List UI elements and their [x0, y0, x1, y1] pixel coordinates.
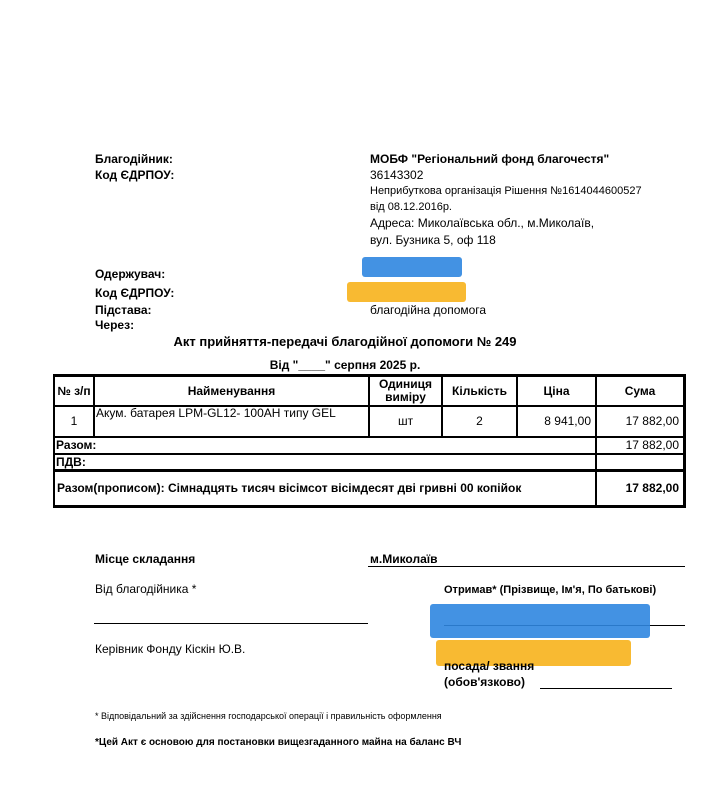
via-label: Через:: [95, 318, 135, 332]
from-donor-label: Від благодійника *: [95, 582, 197, 596]
vat-label: ПДВ:: [56, 454, 86, 469]
act-date: Від "____" серпня 2025 р.: [269, 358, 421, 372]
total-words-value: 17 882,00: [625, 481, 679, 495]
total-label: Разом:: [56, 438, 97, 452]
donor-label: Благодійник:: [95, 152, 173, 166]
received-label: Отримав* (Прізвище, Ім'я, По батькові): [444, 584, 657, 596]
table-row-sum: 17 882,00: [625, 414, 679, 428]
redaction-mark: [347, 282, 466, 302]
table-row-unit: шт: [397, 414, 414, 428]
mandatory-label: (обов'язково): [444, 675, 525, 689]
basis-value: благодійна допомога: [370, 303, 487, 317]
donor-registration-1: Неприбуткова організація Рішення №1614044600527: [370, 185, 642, 197]
fund-head: Керівник Фонду Кіскін Ю.В.: [95, 642, 246, 656]
recipient-label: Одержувач:: [95, 267, 166, 281]
donor-registration-2: від 08.12.2016р.: [370, 201, 452, 213]
header-unit: Одиниця виміру: [378, 377, 433, 404]
redaction-mark: [362, 257, 462, 277]
table-border: [53, 505, 686, 508]
header-price: Ціна: [543, 383, 570, 398]
header-num: № з/п: [57, 383, 91, 398]
table-row-price: 8 941,00: [544, 414, 591, 428]
donor-edrpou-label: Код ЄДРПОУ:: [95, 168, 175, 182]
table-row-qty: 2: [476, 414, 483, 428]
header-name: Найменування: [187, 383, 276, 398]
table-row-name: Акум. батарея LPM-GL12- 100AH типу GEL: [96, 406, 336, 420]
footnote-2: *Цей Акт є основою для постановки вищезгаданного майна на баланс ВЧ: [95, 737, 462, 748]
total-value: 17 882,00: [625, 438, 679, 452]
place-value: м.Миколаїв: [370, 552, 438, 566]
header-sum: Сума: [624, 383, 656, 398]
header-qty: Кількість: [452, 383, 507, 398]
basis-label: Підстава:: [95, 303, 152, 317]
donor-name: МОБФ "Регіональний фонд благочестя": [370, 152, 610, 166]
donor-signature-line: [94, 623, 368, 624]
place-label: Місце складання: [95, 552, 196, 566]
donor-edrpou: 36143302: [370, 168, 424, 182]
table-row-num: 1: [70, 414, 78, 428]
position-underline: [540, 688, 672, 689]
donor-address-2: вул. Бузника 5, оф 118: [370, 233, 496, 247]
donor-address-1: Адреса: Миколаївська обл., м.Миколаїв,: [370, 216, 595, 230]
act-title: Акт прийняття-передачі благодійної допомоги № 249: [173, 334, 517, 349]
table-border: [683, 374, 686, 508]
footnote-1: * Відповідальний за здійснення господарської операції і правильність оформлення: [95, 711, 442, 721]
position-label: посада/ звання: [444, 659, 535, 673]
redaction-mark: [430, 604, 650, 638]
total-words: Разом(прописом): Сімнадцять тисяч вісімсот вісімдесят дві гривні 00 копійок: [57, 481, 522, 495]
recipient-edrpou-label: Код ЄДРПОУ:: [95, 286, 175, 300]
place-underline: [368, 566, 685, 567]
